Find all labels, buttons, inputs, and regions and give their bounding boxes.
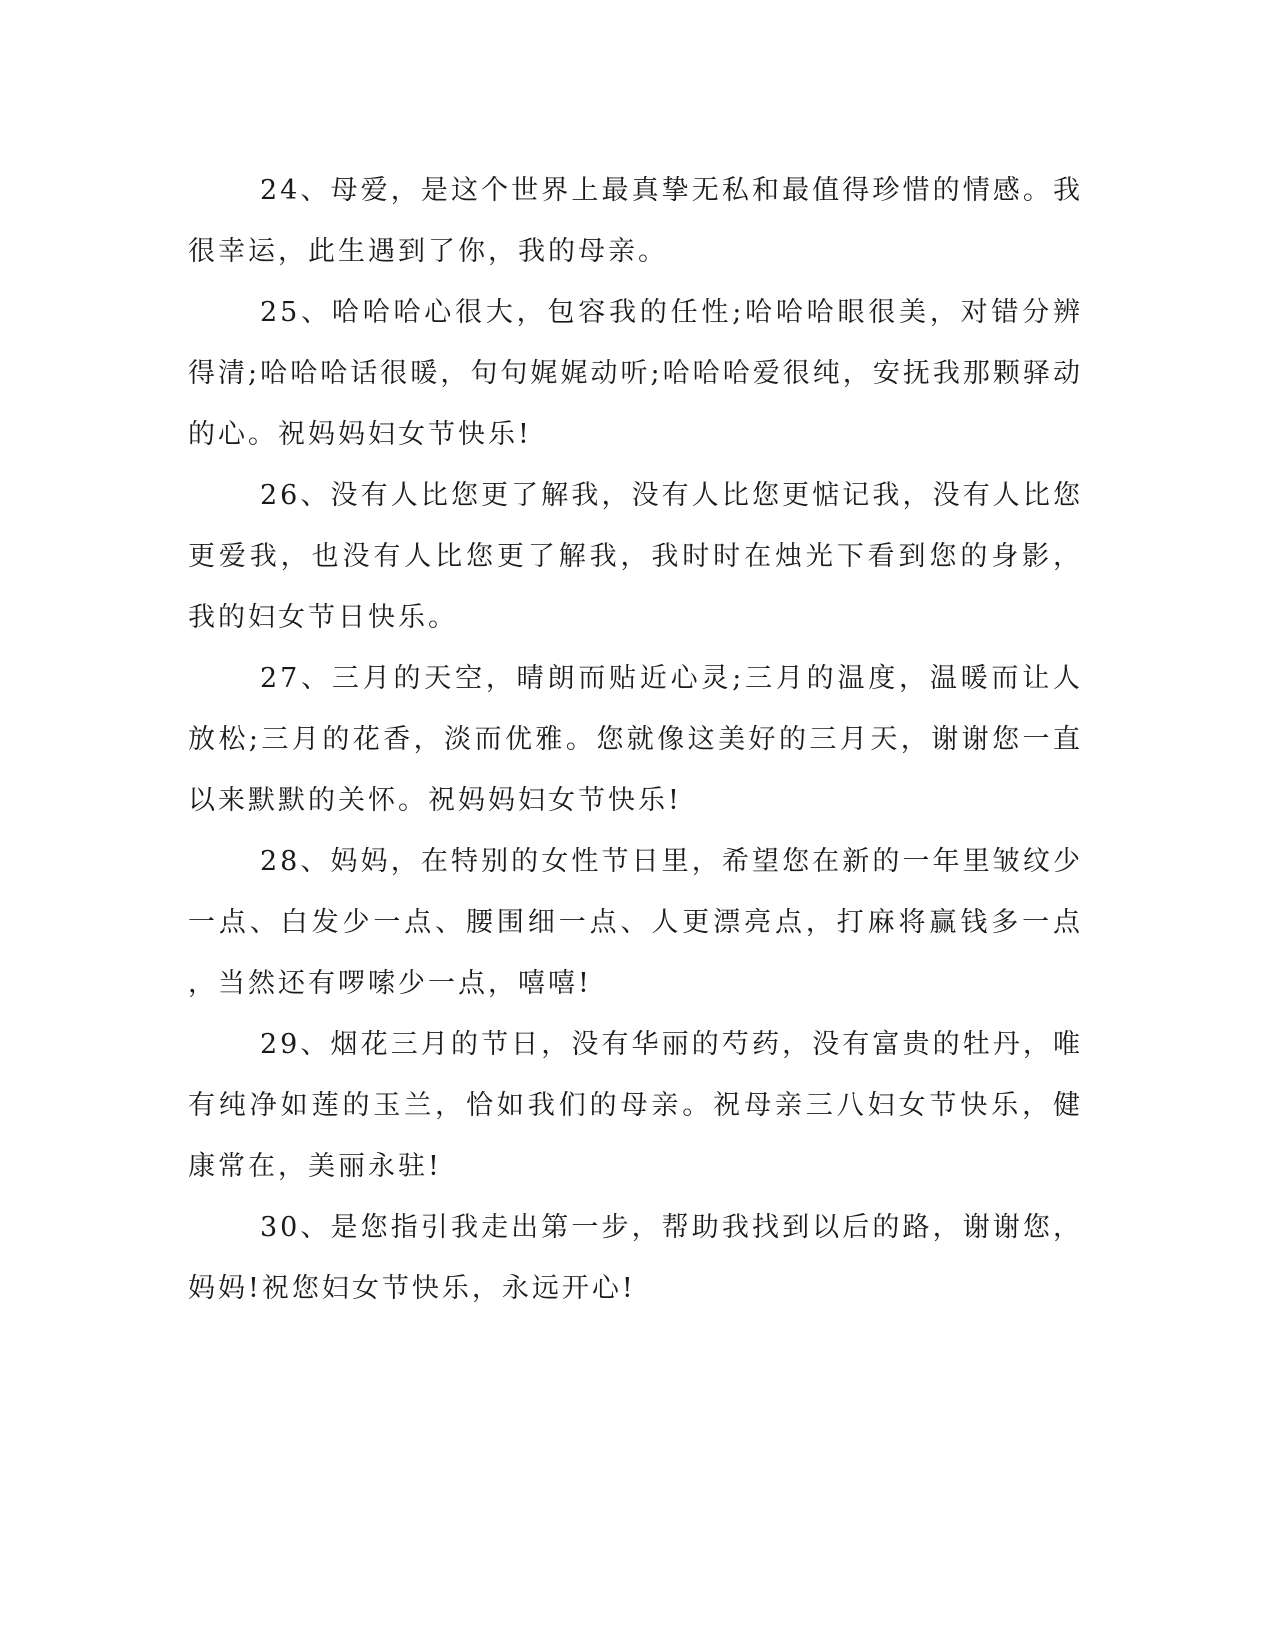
paragraph-24: 24、母爱，是这个世界上最真挚无私和最值得珍惜的情感。我很幸运，此生遇到了你，我的母亲。 xyxy=(188,175,1083,267)
paragraph-30: 30、是您指引我走出第一步，帮助我找到以后的路，谢谢您，妈妈!祝您妇女节快乐，永远开心! xyxy=(188,1212,1083,1304)
paragraph-28: 28、妈妈，在特别的女性节日里，希望您在新的一年里皱纹少一点、白发少一点、腰围细一点、人更漂亮点，打麻将赢钱多一点，当然还有啰嗦少一点，嘻嘻! xyxy=(188,846,1083,999)
paragraph-27: 27、三月的天空，晴朗而贴近心灵;三月的温度，温暖而让人放松;三月的花香，淡而优雅。您就像这美好的三月天，谢谢您一直以来默默的关怀。祝妈妈妇女节快乐! xyxy=(188,663,1083,816)
paragraph-26: 26、没有人比您更了解我，没有人比您更惦记我，没有人比您更爱我，也没有人比您更了解我，我时时在烛光下看到您的身影，我的妇女节日快乐。 xyxy=(188,480,1083,633)
paragraph-29: 29、烟花三月的节日，没有华丽的芍药，没有富贵的牡丹，唯有纯净如莲的玉兰，恰如我们的母亲。祝母亲三八妇女节快乐，健康常在，美丽永驻! xyxy=(188,1029,1083,1182)
text-body xyxy=(188,160,1083,1319)
paragraph-25: 25、哈哈哈心很大，包容我的任性;哈哈哈眼很美，对错分辨得清;哈哈哈话很暖，句句娓娓动听;哈哈哈爱很纯，安抚我那颗驿动的心。祝妈妈妇女节快乐! xyxy=(188,297,1083,450)
